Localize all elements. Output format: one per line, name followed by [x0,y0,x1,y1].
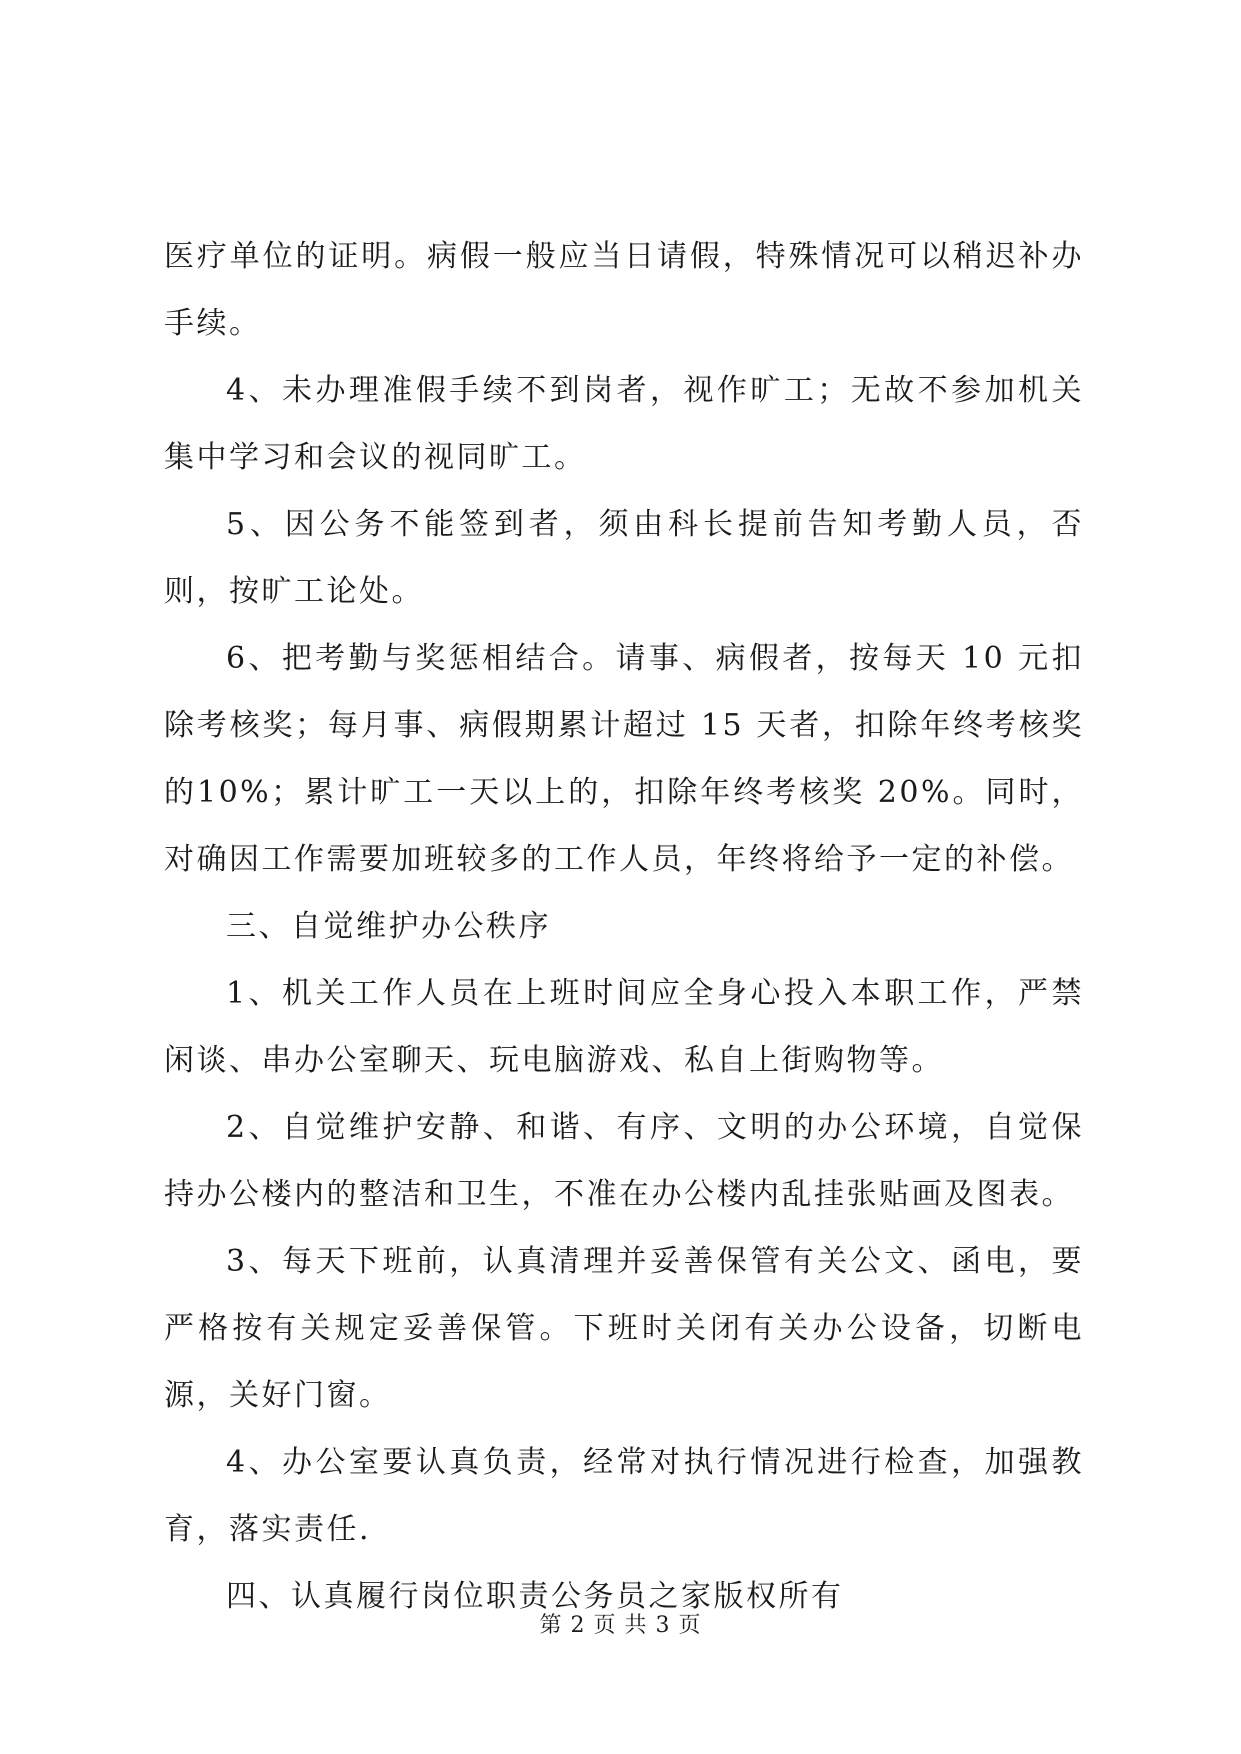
page-number-footer: 第 2 页 共 3 页 [539,1613,702,1638]
section-heading-3: 三、自觉维护办公秩序 [226,909,551,944]
paragraph-item-1-work: 1、机关工作人员在上班时间应全身心投入本职工作，严禁闲谈、串办公室聊天、玩电脑游戏、私自上街购物等。 [164,976,1084,1078]
paragraph-continuation: 医疗单位的证明。病假一般应当日请假，特殊情况可以稍迟补办手续。 [164,239,1084,341]
document-body [164,223,1084,1630]
paragraph-item-5-signin: 5、因公务不能签到者，须由科长提前告知考勤人员，否则，按旷工论处。 [164,507,1084,609]
paragraph-item-4-office: 4、办公室要认真负责，经常对执行情况进行检查，加强教育，落实责任. [164,1445,1084,1547]
paragraph-item-3-closing: 3、每天下班前，认真清理并妥善保管有关公文、函电，要严格按有关规定妥善保管。下班时关闭有关办公设备，切断电源，关好门窗。 [164,1244,1084,1413]
section-heading-4: 四、认真履行岗位职责公务员之家版权所有 [226,1579,844,1614]
paragraph-item-4-absence: 4、未办理准假手续不到岗者，视作旷工；无故不参加机关集中学习和会议的视同旷工。 [164,373,1084,475]
paragraph-item-6-rewards: 6、把考勤与奖惩相结合。请事、病假者，按每天 10 元扣除考核奖；每月事、病假期累计超过 15 天者，扣除年终考核奖的10%；累计旷工一天以上的，扣除年终考核奖 20%。同时，对确因工作需要加班较多的工作人员，年终将给予一定的补偿。 [164,641,1084,877]
paragraph-item-2-environment: 2、自觉维护安静、和谐、有序、文明的办公环境，自觉保持办公楼内的整洁和卫生，不准在办公楼内乱挂张贴画及图表。 [164,1110,1084,1212]
